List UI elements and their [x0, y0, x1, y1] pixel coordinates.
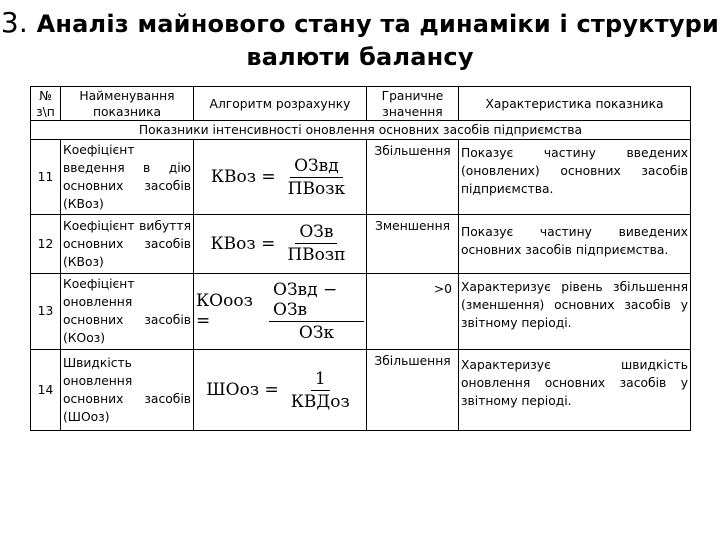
- formula-denominator: ПВозк: [287, 178, 346, 199]
- indicator-description: Показує частину виведених основних засобів підприємства.: [459, 215, 691, 274]
- formula-cell: [194, 273, 367, 350]
- header-no-line-1: №: [39, 88, 52, 103]
- header-no: [31, 87, 61, 121]
- title-number: 3.: [0, 6, 29, 39]
- limit-value: Зменшення: [367, 215, 459, 274]
- formula: [196, 350, 364, 430]
- slide-title: [0, 6, 720, 74]
- row-number: 11: [31, 140, 61, 215]
- row-number: 13: [31, 273, 61, 350]
- formula-lhs: КОооз =: [196, 291, 253, 332]
- header-limit-line-1: Граничне: [381, 88, 444, 103]
- formula: [196, 274, 364, 350]
- header-algorithm: Алгоритм розрахунку: [194, 87, 367, 121]
- limit-value: >0: [367, 273, 459, 350]
- formula-numerator: 1: [311, 369, 330, 391]
- header-limit-line-2: значення: [382, 104, 443, 119]
- header-description: Характеристика показника: [459, 87, 691, 121]
- section-row: [31, 121, 691, 140]
- indicator-description: Характеризує рівень збільшення (зменшення) основних засобів у звітному періоді.: [459, 273, 691, 350]
- formula-cell: [194, 140, 367, 215]
- header-name: [61, 87, 194, 121]
- formula-lhs: ШОоз =: [206, 380, 279, 401]
- title-line-2: валюти балансу: [246, 43, 474, 71]
- formula-denominator: ПВозп: [287, 245, 346, 266]
- formula-fraction: [287, 369, 354, 412]
- formula-fraction: [269, 280, 364, 343]
- table-row: [31, 273, 691, 350]
- indicator-name: Швидкість оновлення основних засобів (ШОоз): [61, 350, 194, 431]
- section-title: Показники інтенсивності оновлення основних засобів підприємства: [31, 121, 691, 140]
- formula-numerator: ОЗвд: [290, 156, 343, 178]
- table-row: [31, 215, 691, 274]
- header-name-line-2: показника: [92, 104, 162, 119]
- indicators-table: [30, 86, 691, 431]
- formula-cell: [194, 215, 367, 274]
- formula-lhs: КВоз =: [210, 233, 276, 254]
- limit-value: Збільшення: [367, 140, 459, 215]
- title-text-1: Аналіз майнового стану та динаміки і структури: [36, 10, 720, 38]
- indicator-description: Характеризує швидкість оновлення основних засобів у звітному періоді.: [459, 350, 691, 431]
- indicator-description: Показує частину введених (оновлених) основних засобів підприємства.: [459, 140, 691, 215]
- table-row: [31, 140, 691, 215]
- table-row: [31, 350, 691, 431]
- row-number: 12: [31, 215, 61, 274]
- formula-fraction: [284, 156, 349, 199]
- formula-numerator: ОЗвд − ОЗв: [269, 280, 364, 322]
- indicator-name: Коефіцієнт оновлення основних засобів (КОоз): [61, 273, 194, 350]
- indicator-name: Коефіцієнт введення в дію основних засобів (КВоз): [61, 140, 194, 215]
- formula: [196, 140, 364, 214]
- limit-value: Збільшення: [367, 350, 459, 431]
- formula-cell: [194, 350, 367, 431]
- formula-lhs: КВоз =: [210, 167, 276, 188]
- header-no-line-2: з\п: [36, 104, 55, 119]
- header-name-line-1: Найменування: [79, 88, 175, 103]
- table-header-row: [31, 87, 691, 121]
- formula-numerator: ОЗв: [295, 222, 337, 244]
- title-line-1: [0, 6, 720, 41]
- row-number: 14: [31, 350, 61, 431]
- formula: [196, 215, 364, 273]
- formula-denominator: ОЗк: [298, 322, 335, 343]
- indicator-name: Коефіцієнт вибуття основних засобів (КВоз): [61, 215, 194, 274]
- header-limit: [367, 87, 459, 121]
- formula-fraction: [283, 222, 349, 265]
- formula-denominator: КВДоз: [290, 391, 350, 412]
